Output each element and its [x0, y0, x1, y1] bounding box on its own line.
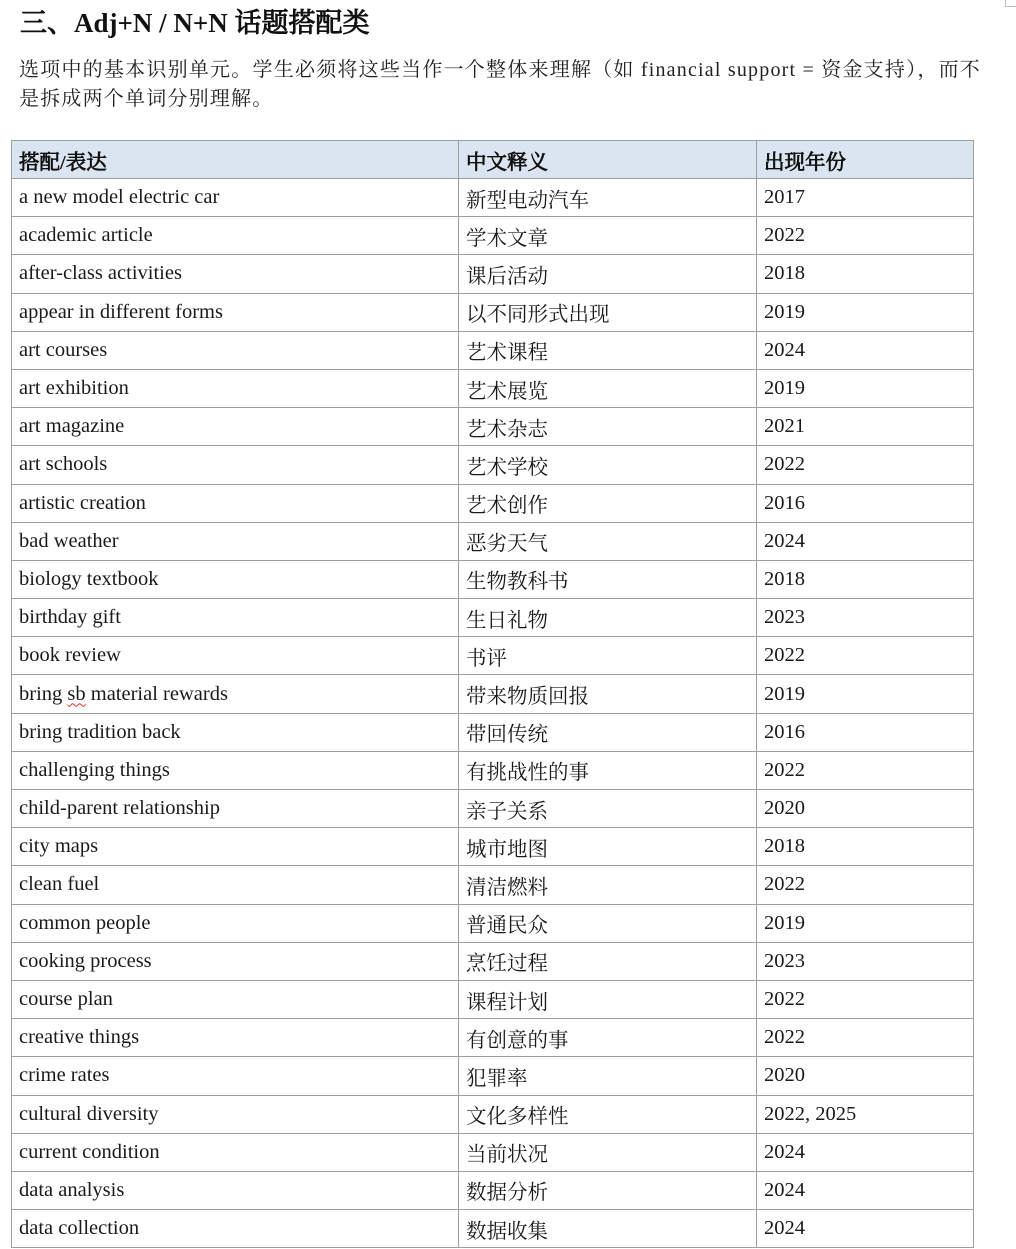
cell-year: 2022	[757, 1019, 974, 1057]
cell-year: 2024	[757, 331, 974, 369]
cell-expression: artistic creation	[12, 484, 459, 522]
cell-expression: biology textbook	[12, 560, 459, 598]
table-row	[12, 751, 974, 789]
table-row	[12, 522, 974, 560]
cell-year: 2020	[757, 790, 974, 828]
table-row	[12, 1210, 974, 1248]
spellcheck-flagged-word: sb	[67, 682, 86, 705]
header-year: 出现年份	[757, 141, 974, 179]
cell-expression: challenging things	[12, 751, 459, 789]
cell-chinese-meaning: 以不同形式出现	[459, 293, 757, 331]
cell-chinese-meaning: 恶劣天气	[459, 522, 757, 560]
table-row	[12, 446, 974, 484]
section-heading: 三、Adj+N / N+N 话题搭配类	[20, 8, 370, 38]
cell-expression: clean fuel	[12, 866, 459, 904]
table-row	[12, 637, 974, 675]
cell-year: 2019	[757, 675, 974, 713]
cell-chinese-meaning: 艺术展览	[459, 369, 757, 407]
table-row	[12, 408, 974, 446]
cell-expression: data collection	[12, 1210, 459, 1248]
table-row	[12, 1133, 974, 1171]
cell-expression	[12, 675, 459, 713]
cell-chinese-meaning: 学术文章	[459, 217, 757, 255]
cell-expression: appear in different forms	[12, 293, 459, 331]
cell-chinese-meaning: 艺术学校	[459, 446, 757, 484]
cell-chinese-meaning: 当前状况	[459, 1133, 757, 1171]
table-row	[12, 713, 974, 751]
table-row	[12, 866, 974, 904]
cell-chinese-meaning: 数据收集	[459, 1210, 757, 1248]
cell-year: 2018	[757, 828, 974, 866]
cell-chinese-meaning: 艺术创作	[459, 484, 757, 522]
cell-chinese-meaning: 带回传统	[459, 713, 757, 751]
table-body	[12, 179, 974, 1248]
cell-expression: child-parent relationship	[12, 790, 459, 828]
cell-year: 2016	[757, 484, 974, 522]
cell-chinese-meaning: 生物教科书	[459, 560, 757, 598]
table-row	[12, 369, 974, 407]
table-row	[12, 790, 974, 828]
cell-year: 2022	[757, 751, 974, 789]
cell-year: 2024	[757, 1210, 974, 1248]
cell-chinese-meaning: 犯罪率	[459, 1057, 757, 1095]
table-row	[12, 1019, 974, 1057]
cell-expression: art schools	[12, 446, 459, 484]
cell-expression: academic article	[12, 217, 459, 255]
expression-word: bring	[19, 682, 63, 705]
cell-expression: art courses	[12, 331, 459, 369]
table-row	[12, 942, 974, 980]
cell-expression: crime rates	[12, 1057, 459, 1095]
cell-chinese-meaning: 清洁燃料	[459, 866, 757, 904]
cell-chinese-meaning: 艺术课程	[459, 331, 757, 369]
cell-year: 2024	[757, 1133, 974, 1171]
table-row	[12, 331, 974, 369]
table-row	[12, 599, 974, 637]
cell-year: 2016	[757, 713, 974, 751]
collocation-table	[11, 140, 974, 1248]
cell-year: 2024	[757, 1171, 974, 1209]
cell-year: 2019	[757, 293, 974, 331]
cell-year: 2021	[757, 408, 974, 446]
cell-expression: cultural diversity	[12, 1095, 459, 1133]
table-header	[12, 141, 974, 179]
table-row	[12, 1171, 974, 1209]
cell-expression: a new model electric car	[12, 179, 459, 217]
cell-chinese-meaning: 数据分析	[459, 1171, 757, 1209]
table-row	[12, 217, 974, 255]
table-row	[12, 1095, 974, 1133]
table-row	[12, 904, 974, 942]
cell-chinese-meaning: 带来物质回报	[459, 675, 757, 713]
cell-chinese-meaning: 城市地图	[459, 828, 757, 866]
table-row	[12, 1057, 974, 1095]
table-row	[12, 828, 974, 866]
cell-year: 2022	[757, 217, 974, 255]
table-row	[12, 675, 974, 713]
cell-year: 2018	[757, 560, 974, 598]
expression-word: material	[90, 682, 158, 705]
cell-chinese-meaning: 亲子关系	[459, 790, 757, 828]
page-corner-mark	[1005, 0, 1016, 7]
cell-expression: cooking process	[12, 942, 459, 980]
header-expression: 搭配/表达	[12, 141, 459, 179]
cell-expression: after-class activities	[12, 255, 459, 293]
cell-chinese-meaning: 书评	[459, 637, 757, 675]
cell-year: 2024	[757, 522, 974, 560]
cell-expression: creative things	[12, 1019, 459, 1057]
cell-year: 2019	[757, 369, 974, 407]
table-row	[12, 484, 974, 522]
cell-chinese-meaning: 生日礼物	[459, 599, 757, 637]
table-row	[12, 293, 974, 331]
cell-chinese-meaning: 普通民众	[459, 904, 757, 942]
cell-year: 2018	[757, 255, 974, 293]
cell-year: 2019	[757, 904, 974, 942]
cell-expression: current condition	[12, 1133, 459, 1171]
cell-chinese-meaning: 有创意的事	[459, 1019, 757, 1057]
cell-expression: city maps	[12, 828, 459, 866]
cell-chinese-meaning: 课程计划	[459, 980, 757, 1018]
table-row	[12, 560, 974, 598]
cell-year: 2022	[757, 637, 974, 675]
cell-expression: book review	[12, 637, 459, 675]
cell-chinese-meaning: 新型电动汽车	[459, 179, 757, 217]
expression-word: rewards	[163, 682, 228, 705]
cell-year: 2022	[757, 980, 974, 1018]
cell-expression: art magazine	[12, 408, 459, 446]
header-chinese-meaning: 中文释义	[459, 141, 757, 179]
cell-expression: birthday gift	[12, 599, 459, 637]
cell-expression: art exhibition	[12, 369, 459, 407]
cell-year: 2022	[757, 446, 974, 484]
cell-year: 2023	[757, 599, 974, 637]
cell-expression: bad weather	[12, 522, 459, 560]
intro-paragraph: 选项中的基本识别单元。学生必须将这些当作一个整体来理解（如 financial support = 资金支持），而不是拆成两个单词分别理解。	[19, 59, 981, 110]
cell-chinese-meaning: 烹饪过程	[459, 942, 757, 980]
header-row	[12, 141, 974, 179]
table-row	[12, 179, 974, 217]
cell-year: 2022, 2025	[757, 1095, 974, 1133]
cell-expression: bring tradition back	[12, 713, 459, 751]
cell-chinese-meaning: 课后活动	[459, 255, 757, 293]
cell-chinese-meaning: 艺术杂志	[459, 408, 757, 446]
cell-expression: course plan	[12, 980, 459, 1018]
cell-year: 2023	[757, 942, 974, 980]
cell-year: 2017	[757, 179, 974, 217]
cell-chinese-meaning: 文化多样性	[459, 1095, 757, 1133]
cell-year: 2020	[757, 1057, 974, 1095]
table-row	[12, 980, 974, 1018]
cell-expression: data analysis	[12, 1171, 459, 1209]
table-row	[12, 255, 974, 293]
cell-chinese-meaning: 有挑战性的事	[459, 751, 757, 789]
cell-expression: common people	[12, 904, 459, 942]
cell-year: 2022	[757, 866, 974, 904]
